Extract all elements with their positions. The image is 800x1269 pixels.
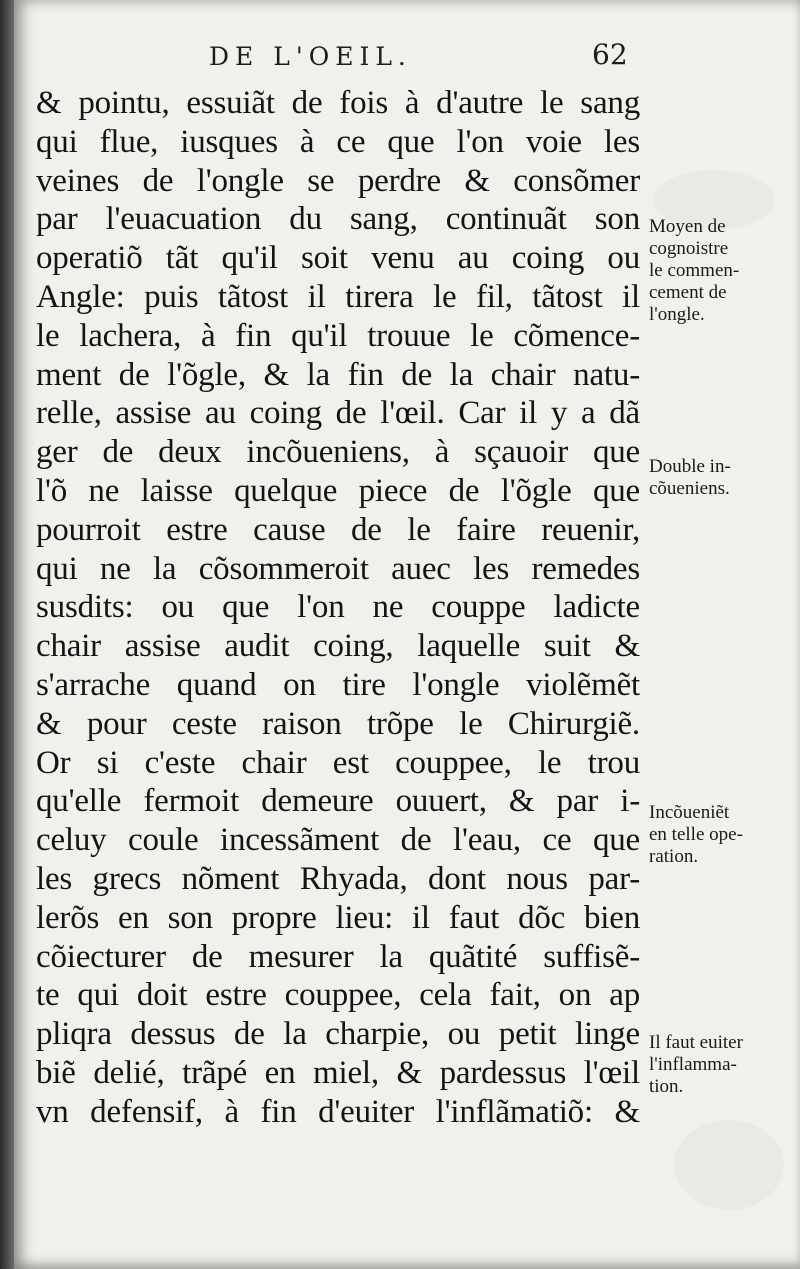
text-line: vn defensif, à fin d'euiter l'inflãmatiõ: & xyxy=(36,1093,640,1130)
binding-gutter xyxy=(0,0,14,1269)
page-header xyxy=(14,38,800,78)
margin-note-line: cognoistre xyxy=(649,238,729,259)
text-line: celuy coule incessãment de l'eau, ce que xyxy=(36,822,640,859)
margin-note-line: cõueniens. xyxy=(649,478,730,499)
paper-stain xyxy=(674,1120,784,1210)
text-line: operatiõ tãt qu'il soit venu au coing ou xyxy=(36,240,640,277)
margin-note-line: Double in- xyxy=(649,456,731,477)
margin-note-line: Moyen de xyxy=(649,216,726,237)
margin-note-line: cement de xyxy=(649,282,727,303)
text-line: & pour ceste raison trõpe le Chirurgiẽ. xyxy=(36,705,640,742)
text-line: cõiecturer de mesurer la quãtité suffisẽ- xyxy=(36,938,640,975)
margin-note-line: le commen- xyxy=(649,260,740,281)
text-line: pliqra dessus de la charpie, ou petit linge xyxy=(36,1016,640,1053)
text-line: qu'elle fermoit demeure ouuert, & par i- xyxy=(36,783,640,820)
margin-note-line: Incõueniẽt xyxy=(649,802,730,823)
text-line: & pointu, essuiãt de fois à d'autre le sang xyxy=(36,85,640,121)
margin-note-line: ration. xyxy=(649,846,699,867)
text-line: te qui doit estre couppee, cela fait, on ap xyxy=(36,977,640,1014)
margin-note-line: l'ongle. xyxy=(649,304,705,325)
text-line: relle, assise au coing de l'œil. Car il y a dã xyxy=(36,395,640,432)
text-line: susdits: ou que l'on ne couppe ladicte xyxy=(36,589,640,626)
text-line: le lachera, à fin qu'il trouue le cõmence- xyxy=(36,317,640,354)
running-head: DE L'OEIL. xyxy=(209,42,412,71)
book-page xyxy=(14,0,800,1269)
margin-note-double xyxy=(649,456,799,500)
text-line: qui ne la cõsommeroit auec les remedes xyxy=(36,550,640,587)
margin-note-inconuenient xyxy=(649,802,799,868)
text-line: Or si c'este chair est couppee, le trou xyxy=(36,744,640,781)
text-line: par l'euacuation du sang, continuãt son xyxy=(36,201,640,238)
text-line: ment de l'õgle, & la fin de la chair natu- xyxy=(36,356,640,393)
text-line: les grecs nõment Rhyada, dont nous par- xyxy=(36,860,640,897)
margin-note-inflammation xyxy=(649,1032,799,1098)
text-line: pourroit estre cause de le faire reuenir, xyxy=(36,511,640,548)
text-line: qui flue, iusques à ce que l'on voie les xyxy=(36,123,640,160)
margin-note-line: l'inflamma- xyxy=(649,1054,737,1075)
text-line: Angle: puis tãtost il tirera le fil, tãtost il xyxy=(36,278,640,315)
page-number: 62 xyxy=(592,38,628,71)
text-line: s'arrache quand on tire l'ongle violẽmẽt xyxy=(36,666,640,703)
text-line: l'õ ne laisse quelque piece de l'õgle que xyxy=(36,472,640,509)
text-line: biẽ delié, trãpé en miel, & pardessus l'œil xyxy=(36,1054,640,1091)
margin-note-line: tion. xyxy=(649,1076,684,1097)
text-line: lerõs en son propre lieu: il faut dõc bien xyxy=(36,899,640,936)
margin-note-line: Il faut euiter xyxy=(649,1032,743,1053)
text-line: ger de deux incõueniens, à sçauoir que xyxy=(36,434,640,471)
main-text-block xyxy=(36,84,640,1132)
margin-note-moyen xyxy=(649,216,799,326)
margin-note-line: en telle ope- xyxy=(649,824,743,845)
text-line: chair assise audit coing, laquelle suit & xyxy=(36,628,640,665)
text-line: veines de l'ongle se perdre & consõmer xyxy=(36,162,640,199)
